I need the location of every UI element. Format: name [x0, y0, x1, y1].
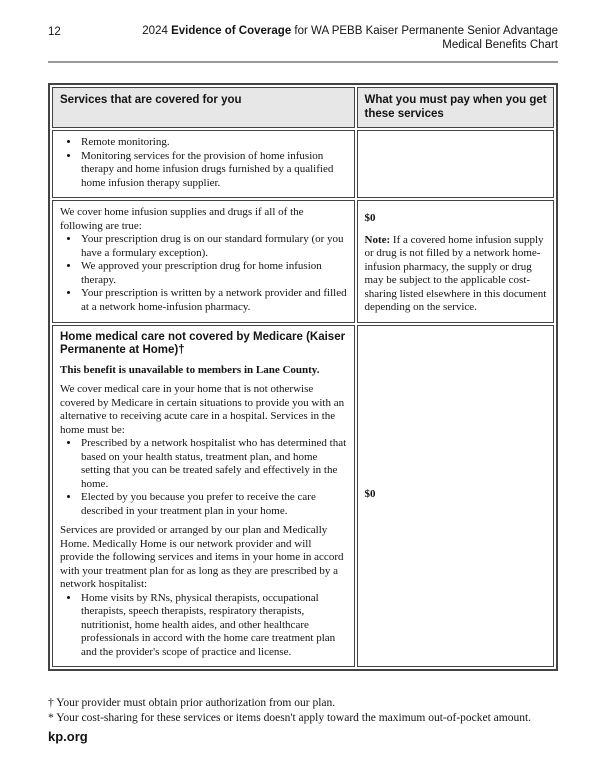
service-cell — [52, 130, 355, 198]
bullet-item: • Prescribed by a network hospitalist who has determined that based on your health status, treatment plan, and home setting that you can be treated safely and effectively in the home. — [80, 437, 348, 491]
pay-cell — [357, 325, 555, 668]
table-row — [52, 325, 554, 668]
page-number: 12 — [48, 26, 61, 38]
service-paragraph: Services are provided or arranged by our plan and Medically Home. Medically Home is our network provider and will provide the following services and items in your home in accord with your treatment plan for as long as they are prescribed by a network hospitalist: — [60, 524, 344, 590]
service-cell — [52, 200, 355, 323]
brand-logo: kp.org — [48, 729, 88, 744]
footnote-asterisk: * Your cost-sharing for these services or items doesn't apply toward the maximum out-of-pocket amount. — [48, 711, 532, 724]
bullet-item: • Your prescription is written by a network provider and filled at a network home-infusion pharmacy. — [80, 287, 348, 314]
pay-note — [365, 234, 548, 315]
title-year: 2024 — [142, 25, 172, 37]
title-plan-name: for WA PEBB Kaiser Permanente Senior Advantage — [291, 25, 558, 37]
service-bullet-list — [60, 233, 348, 314]
pay-cell — [357, 130, 555, 198]
title-line2: Medical Benefits Chart — [442, 39, 558, 51]
header-rule — [48, 61, 558, 63]
benefit-subheading: This benefit is unavailable to members in Lane County. — [60, 363, 320, 376]
bullet-item: • Elected by you because you prefer to receive the care described in your treatment plan in your home. — [80, 491, 348, 518]
cost-value: $0 — [364, 488, 376, 500]
service-intro: We cover home infusion supplies and drugs if all of the following are true: — [60, 206, 304, 232]
table-row — [52, 130, 554, 198]
service-cell — [52, 325, 355, 668]
pay-cell — [357, 200, 555, 323]
benefits-table — [48, 83, 558, 671]
cost-value: $0 — [364, 212, 376, 224]
service-bullet-list — [60, 592, 348, 660]
col-header-pay: What you must pay when you get these services — [357, 87, 555, 128]
service-bullet-list — [60, 136, 348, 190]
page-header — [48, 24, 558, 52]
service-bullet-list — [60, 437, 348, 518]
note-text: If a covered home infusion supply or drug is not filled by a network home-infusion pharmacy, the supply or drug may be subject to the applicable cost-sharing listed elsewhere in this document depending on the service. — [364, 233, 547, 313]
bullet-item: • Your prescription drug is on our standard formulary (or you have a formulary exception). — [80, 233, 348, 260]
footnote-dagger: † Your provider must obtain prior authorization from our plan. — [48, 697, 336, 709]
col-header-services: Services that are covered for you — [52, 87, 355, 128]
benefit-heading: Home medical care not covered by Medicare (Kaiser Permanente at Home)† — [60, 330, 346, 356]
table-header-row — [52, 87, 554, 128]
service-paragraph: We cover medical care in your home that is not otherwise covered by Medicare in certain situations to provide you with an alternative to receiving acute care in a hospital. Services in the home must be: — [60, 383, 345, 436]
bullet-item: • Home visits by RNs, physical therapists, occupational therapists, speech therapists, respiratory therapists, nutritionist, home health aides, and other healthcare professionals in accord with the home care treatment plan and the provider's scope of practice and license. — [80, 592, 348, 660]
page-title — [142, 24, 558, 52]
title-doc-name: Evidence of Coverage — [171, 25, 292, 37]
bullet-item: • Monitoring services for the provision of home infusion therapy and home infusion drugs furnished by a qualified home infusion therapy supplier. — [80, 150, 348, 191]
footnotes — [48, 696, 558, 725]
table-row — [52, 200, 554, 323]
bullet-item: • We approved your prescription drug for home infusion therapy. — [80, 260, 348, 287]
bullet-item: • Remote monitoring. — [80, 136, 348, 150]
note-label: Note: — [364, 233, 391, 246]
